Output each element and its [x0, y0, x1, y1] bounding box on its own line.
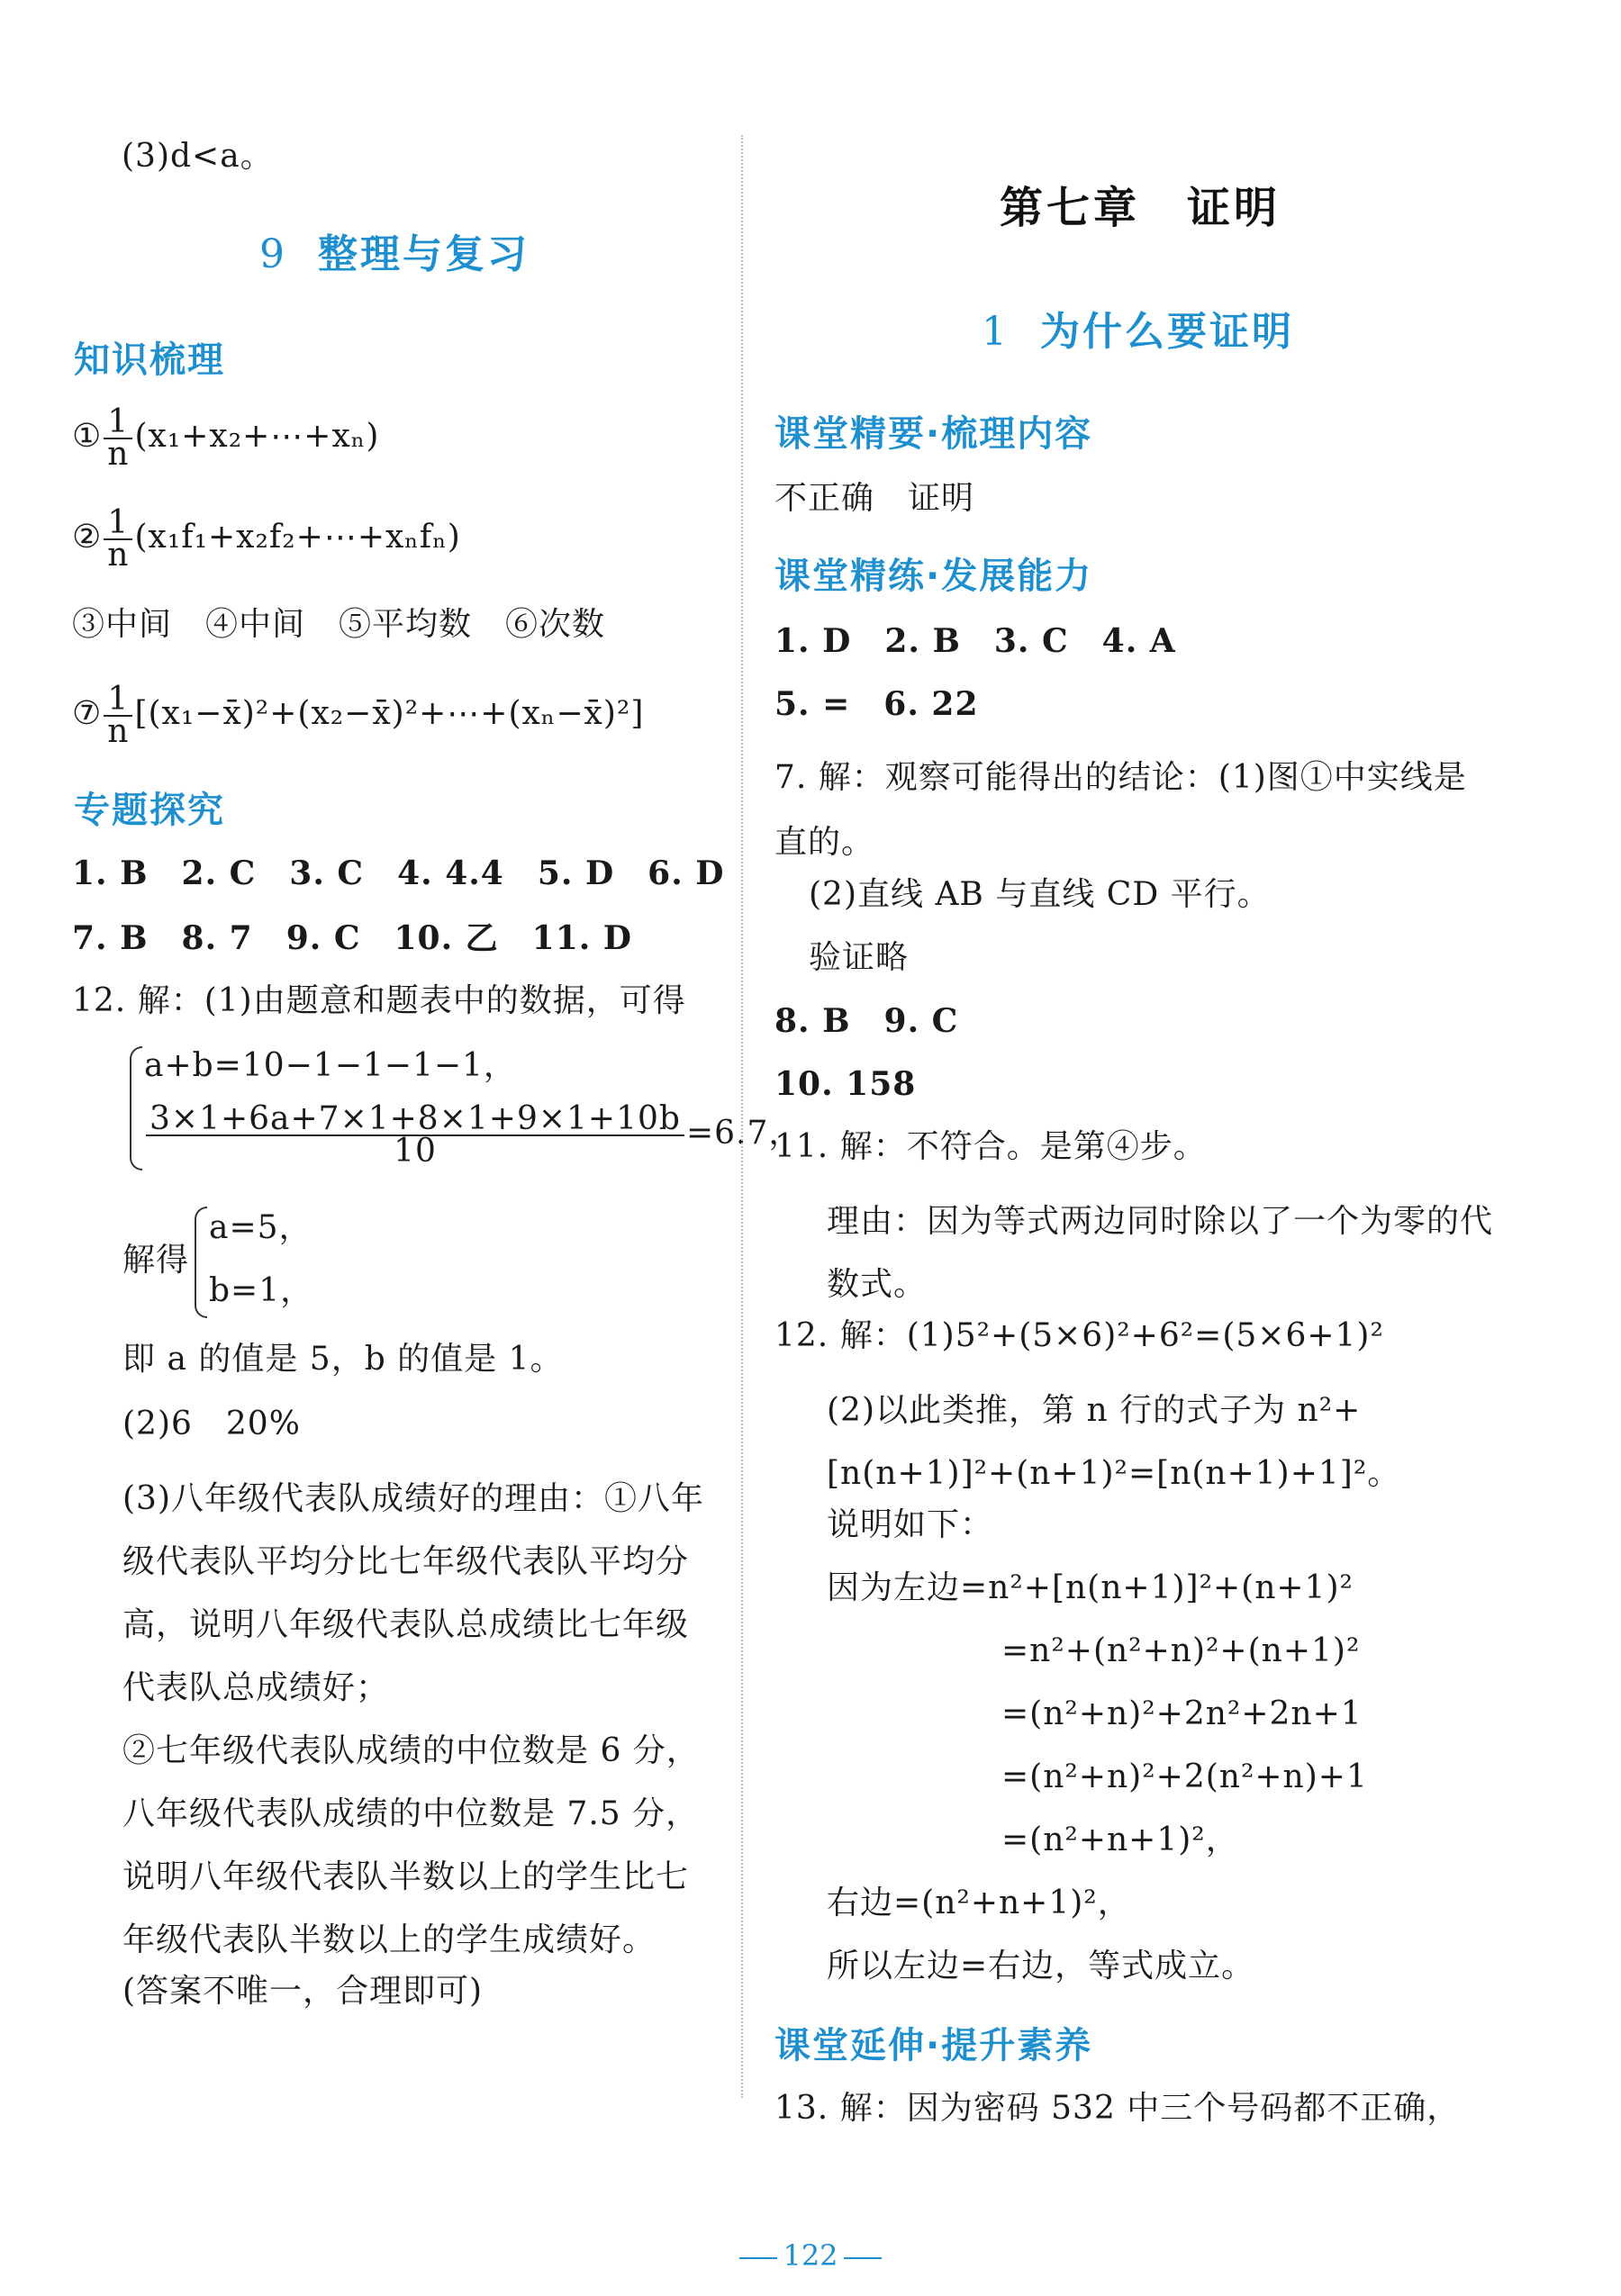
system2-eq1: a=5， — [209, 1209, 312, 1246]
q12-line3: 说明如下： — [827, 1506, 994, 1543]
answer-row-3: 8. B 9. C — [774, 1002, 959, 1040]
heading-topic: 专题探究 — [74, 790, 225, 831]
q12-head: 12. 解：(1)由题意和题表中的数据，可得 — [72, 982, 686, 1019]
knowledge-item-3: ③中间 ④中间 ⑤平均数 ⑥次数 — [72, 606, 606, 643]
expression: (x₁+x₂+⋯+xₙ) — [134, 418, 380, 455]
fraction-numerator: 1 — [104, 407, 132, 439]
expression: [(x₁−x̄)²+(x₂−x̄)²+⋯+(xₙ−x̄)²] — [134, 695, 645, 732]
answer-row-4: 10. 158 — [774, 1065, 917, 1103]
fraction — [146, 1100, 684, 1170]
fraction-denominator: n — [107, 436, 130, 473]
pre-line: (3)d<a。 — [122, 138, 274, 175]
system1-eq1: a+b=10−1−1−1−1， — [144, 1047, 517, 1084]
fraction — [104, 681, 132, 750]
q11-head: 11. 解：不符合。是第④步。 — [774, 1128, 1207, 1165]
section-title — [259, 221, 530, 279]
page-footer — [0, 2238, 1621, 2273]
q12-line1: 12. 解：(1)5²+(5×6)²+6²=(5×6+1)² — [774, 1317, 1384, 1354]
answer-row-2: 7. B 8. 7 9. C 10. 乙 11. D — [72, 919, 633, 957]
fraction-denominator: n — [107, 537, 130, 574]
section-number: 9 — [259, 231, 287, 277]
q12-eq5: =(n²+n+1)²， — [1001, 1821, 1239, 1858]
heading-summary: 课堂精要·梳理内容 — [774, 413, 1093, 455]
q12-eq4: =(n²+n)²+2(n²+n)+1 — [1001, 1758, 1368, 1795]
q12-eq7: 所以左边=右边，等式成立。 — [827, 1948, 1255, 1984]
q12-part3b: ②七年级代表队成绩的中位数是 6 分，八年级代表队成绩的中位数是 7.5 分，说明八年级代表队半数以上的学生比七年级代表队半数以上的学生成绩好。 — [122, 1732, 700, 1958]
q12-conclusion: 即 a 的值是 5，b 的值是 1。 — [122, 1341, 564, 1378]
heading-extension: 课堂延伸·提升素养 — [774, 2025, 1093, 2066]
column-divider — [741, 135, 743, 2098]
q12-part2: (2)6 20% — [122, 1406, 301, 1442]
section-title-text: 为什么要证明 — [1040, 309, 1294, 355]
fraction-denominator: 10 — [394, 1133, 437, 1170]
knowledge-item-1 — [72, 403, 380, 473]
heading-practice: 课堂精练·发展能力 — [774, 556, 1093, 597]
expression: (x₁f₁+x₂f₂+⋯+xₙfₙ) — [134, 519, 461, 556]
footer-dash — [739, 2257, 777, 2259]
chapter-title: 第七章 证明 — [1000, 183, 1281, 233]
system1-eq2 — [144, 1100, 802, 1170]
q12-line2: (2)以此类推，第 n 行的式子为 n²+[n(n+1)]²+(n+1)²=[n(n+1)+1]²。 — [827, 1392, 1401, 1492]
expression: =6.7， — [685, 1115, 802, 1152]
section-title-text: 整理与复习 — [318, 231, 530, 277]
heading-knowledge: 知识梳理 — [74, 339, 225, 381]
knowledge-item-7 — [72, 681, 645, 750]
fraction-numerator: 1 — [104, 684, 132, 717]
answer-row-1: 1. D 2. B 3. C 4. A — [774, 622, 1176, 660]
q7-head: 7. 解：观察可能得出的结论：(1)图①中实线是直的。 — [774, 759, 1467, 861]
page-number: 122 — [783, 2238, 838, 2273]
section-number: 1 — [982, 309, 1010, 355]
q12-note: (答案不唯一，合理即可) — [122, 1973, 484, 2010]
fraction-numerator: 3×1+6a+7×1+8×1+9×1+10b — [146, 1104, 684, 1136]
footer-dash — [844, 2257, 882, 2259]
q11-reason: 理由：因为等式两边同时除以了一个为零的代数式。 — [827, 1203, 1494, 1303]
knowledge-item-2 — [72, 504, 461, 574]
q7-part2: (2)直线 AB 与直线 CD 平行。 — [809, 876, 1271, 913]
q13-head: 13. 解：因为密码 532 中三个号码都不正确， — [774, 2090, 1461, 2127]
q7-part3: 验证略 — [809, 939, 910, 976]
q12-part3: (3)八年级代表队成绩好的理由：①八年级代表队平均分比七年级代表队平均分高，说明八年级代表队总成绩比七年级代表队总成绩好； — [122, 1480, 704, 1706]
fraction-denominator: n — [107, 713, 130, 750]
item-marker: ① — [72, 418, 103, 455]
answer-row-1: 1. B 2. C 3. C 4. 4.4 5. D 6. D — [72, 854, 725, 892]
fraction-numerator: 1 — [104, 508, 132, 540]
answer-row-2: 5. = 6. 22 — [774, 685, 979, 723]
q12-eq1: 因为左边=n²+[n(n+1)]²+(n+1)² — [827, 1569, 1354, 1606]
item-marker: ② — [72, 519, 103, 556]
fraction — [104, 403, 132, 473]
brace — [195, 1207, 207, 1318]
fraction — [104, 504, 132, 574]
system2-eq2: b=1， — [209, 1272, 314, 1309]
solution-label: 解得 — [122, 1242, 190, 1279]
summary-text: 不正确 证明 — [774, 480, 975, 517]
q12-eq2: =n²+(n²+n)²+(n+1)² — [1001, 1632, 1361, 1669]
section-title — [982, 299, 1294, 357]
brace — [130, 1046, 142, 1171]
q12-eq3: =(n²+n)²+2n²+2n+1 — [1001, 1695, 1363, 1732]
item-marker: ⑦ — [72, 695, 103, 732]
q12-eq6: 右边=(n²+n+1)²， — [827, 1885, 1131, 1921]
